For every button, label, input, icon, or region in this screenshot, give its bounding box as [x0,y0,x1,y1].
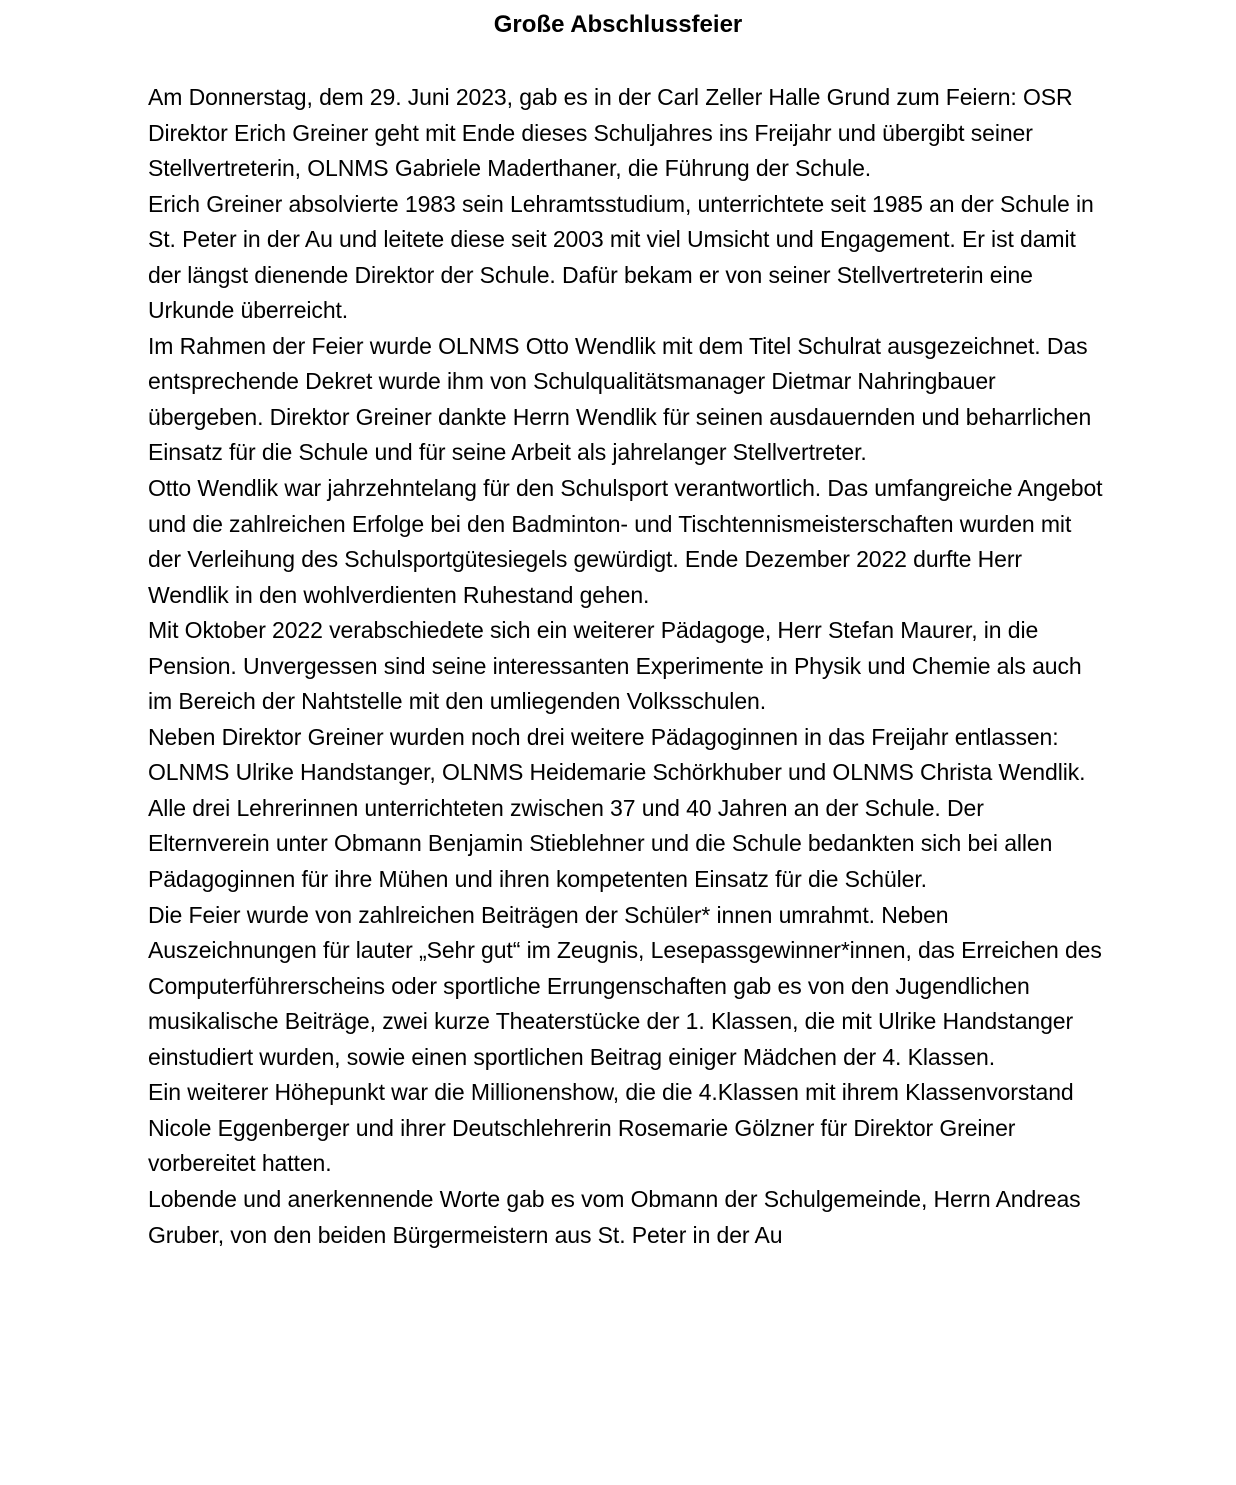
paragraph: Otto Wendlik war jahrzehntelang für den Schulsport verantwortlich. Das umfangreiche Angebot und die zahlreichen Erfolge bei den Badminton- und Tischtennismeisterschaften wurden mit der Verleihung des Schulsportgütesiegels gewürdigt. Ende Dezember 2022 durfte Herr Wendlik in den wohlverdienten Ruhestand gehen. [148,475,1103,608]
paragraph: Die Feier wurde von zahlreichen Beiträgen der Schüler* innen umrahmt. Neben Auszeichnungen für lauter „Sehr gut“ im Zeugnis, Lesepassgewinner*innen, das Erreichen des Computerführerscheins oder sportliche Errungenschaften gab es von den Jugendlichen musikalische Beiträge, zwei kurze Theaterstücke der 1. Klassen, die mit Ulrike Handstanger einstudiert wurden, sowie einen sportlichen Beitrag einiger Mädchen der 4. Klassen. [148,901,1102,1070]
paragraph: Neben Direktor Greiner wurden noch drei weitere Pädagoginnen in das Freijahr entlassen: OLNMS Ulrike Handstanger, OLNMS Heidemarie Schörkhuber und OLNMS Christa Wendlik. Alle drei Lehrerinnen unterrichteten zwischen 37 und 40 Jahren an der Schule. Der Elternverein unter Obmann Benjamin Stieblehner und die Schule bedankten sich bei allen Pädagoginnen für ihre Mühen und ihren kompetenten Einsatz für die Schüler. [148,723,1086,893]
paragraph: Ein weiterer Höhepunkt war die Millionenshow, die die 4.Klassen mit ihrem Klassenvorstand Nicole Eggenberger und ihrer Deutschlehrerin Rosemarie Gölzner für Direktor Greiner vorbereitet hatten. [148,1079,1074,1177]
document-body [148,80,1103,1253]
paragraph: Am Donnerstag, dem 29. Juni 2023, gab es in der Carl Zeller Halle Grund zum Feiern: OSR Direktor Erich Greiner geht mit Ende dieses Schuljahres ins Freijahr und übergibt seiner Stellvertreterin, OLNMS Gabriele Maderthaner, die Führung der Schule. [148,84,1073,182]
paragraph: Mit Oktober 2022 verabschiedete sich ein weiterer Pädagoge, Herr Stefan Maurer, in die Pension. Unvergessen sind seine interessanten Experimente in Physik und Chemie als auch im Bereich der Nahtstelle mit den umliegenden Volksschulen. [148,617,1082,715]
paragraph: Im Rahmen der Feier wurde OLNMS Otto Wendlik mit dem Titel Schulrat ausgezeichnet. Das entsprechende Dekret wurde ihm von Schulqualitätsmanager Dietmar Nahringbauer übergeben. Direktor Greiner dankte Herrn Wendlik für seinen ausdauernden und beharrlichen Einsatz für die Schule und für seine Arbeit als jahrelanger Stellvertreter. [148,332,1092,466]
document-title: Große Abschlussfeier [493,11,743,38]
paragraph: Lobende und anerkennende Worte gab es vom Obmann der Schulgemeinde, Herrn Andreas Gruber, von den beiden Bürgermeistern aus St. Peter in der Au [148,1185,1081,1248]
paragraph: Erich Greiner absolvierte 1983 sein Lehramtsstudium, unterrichtete seit 1985 an der Schule in St. Peter in der Au und leitete diese seit 2003 mit viel Umsicht und Engagement. Er ist damit der längst dienende Direktor der Schule. Dafür bekam er von seiner Stellvertreterin eine Urkunde überreicht. [148,190,1094,324]
